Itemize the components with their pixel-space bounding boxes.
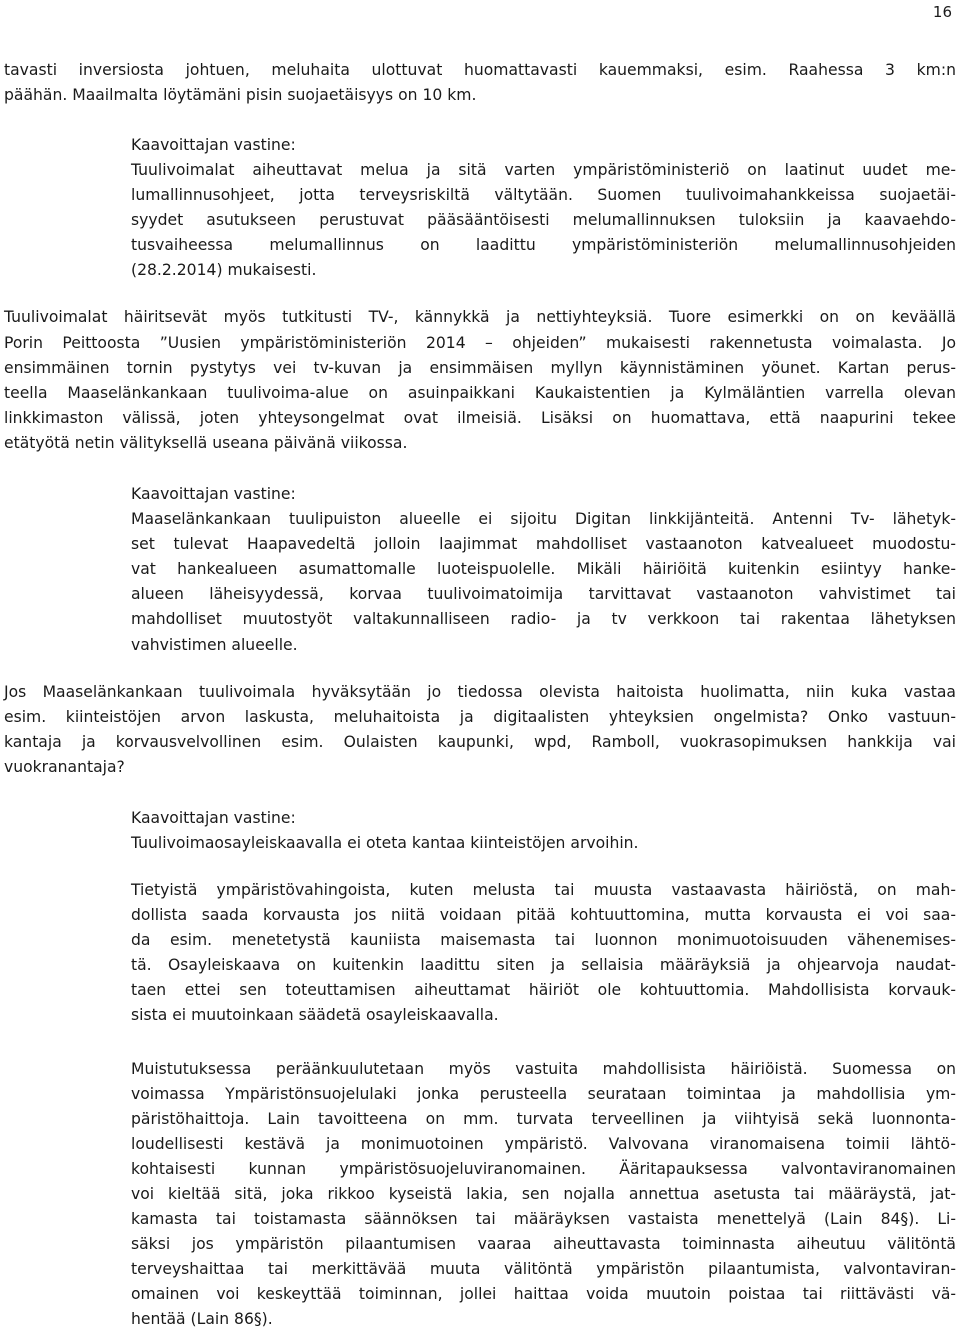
text-line: Tietyistä ympäristövahingoista, kuten melusta tai muusta vastaavasta häiriöstä, on mah- xyxy=(131,881,956,899)
text-line: Porin Peittoosta ”Uusien ympäristöministeriön 2014 – ohjeiden” mukaisesti rakennetusta voimalasta. Jo xyxy=(4,334,956,352)
text-line: Maaselänkankaan tuulipuiston alueelle ei sijoitu Digitan linkkijänteitä. Antenni Tv- lähetyk- xyxy=(131,510,956,528)
text-line: päristöhaittoja. Lain tavoitteena on mm. turvata terveellinen ja viihtyisä sekä luonnonta- xyxy=(131,1110,956,1128)
text-line: ensimmäinen tornin pystytys vei tv-kuvan ja ensimmäisen myllyn käynnistäminen yöunet. Kartan perus- xyxy=(4,359,956,377)
text-line: (28.2.2014) mukaisesti. xyxy=(131,261,317,279)
text-line: esim. kiinteistöjen arvon laskusta, meluhaitoista ja digitaalisten yhteyksien ongelmista? Onko vastuun- xyxy=(4,708,956,726)
text-line: omainen voi keskeyttää toiminnan, jollei haittaa voida muutoin poistaa tai riittävästi vä- xyxy=(131,1285,956,1303)
text-line: Jos Maaselänkankaan tuulivoimala hyväksytään jo tiedossa olevista haitoista huolimatta, niin kuka vastaa xyxy=(4,683,956,701)
text-line: etätyötä netin välityksellä useana päivänä viikossa. xyxy=(4,434,408,452)
text-line: Muistutuksessa peräänkuulutetaan myös vastuita mahdollisista häiriöistä. Suomessa on xyxy=(131,1060,956,1078)
text-line: Tuulivoimalat aiheuttavat melua ja sitä varten ympäristöministeriö on laatinut uudet me- xyxy=(131,161,956,179)
text-line: mahdolliset muutostyöt valtakunnalliseen radio- ja tv verkkoon tai rakentaa lähetyksen xyxy=(131,610,956,628)
text-line: da esim. menetetystä kauniista maisemasta tai luonnon monimuotoisuuden vähenemises- xyxy=(131,931,956,949)
text-line: sista ei muutoinkaan säädetä osayleiskaavalla. xyxy=(131,1006,499,1024)
text-line: vat hankealueen asumattomalle luoteispuolelle. Mikäli häiriöitä kuitenkin esiintyy hanke- xyxy=(131,560,956,578)
text-line: säksi jos ympäristön pilaantumisen vaaraa aiheuttavasta toiminnasta aiheutuu välitöntä xyxy=(131,1235,956,1253)
text-line: taen ettei sen toteuttamisen aiheuttamat häiriöt ole kohtuuttomia. Mahdollisista korvauk- xyxy=(131,981,956,999)
text-line: alueen läheisyydessä, korvaa tuulivoimatoimija tarvittavat vastaanoton vahvistimet tai xyxy=(131,585,956,603)
section-heading: Kaavoittajan vastine: xyxy=(131,136,296,154)
text-line: tavasti inversiosta johtuen, meluhaita ulottuvat huomattavasti kauemmaksi, esim. Raahessa 3 km:n xyxy=(4,61,956,79)
text-line: kohtaisesti kunnan ympäristösuojeluviranomainen. Ääritapauksessa valvontaviranomainen xyxy=(131,1160,956,1178)
text-line: tä. Osayleiskaava on kuitenkin laadittu siten ja sellaisia määräyksiä ja ohjearvoja naudat- xyxy=(131,956,956,974)
text-line: teella Maaselänkankaan tuulivoima-alue on asuinpaikkani Kaukaistentien ja Kylmäläntien varrella olevan xyxy=(4,384,956,402)
text-line: vahvistimen alueelle. xyxy=(131,636,298,654)
text-line: linkkimaston välissä, joten yhteysongelmat ovat ilmeisiä. Lisäksi on huomattava, että naapurini tekee xyxy=(4,409,956,427)
text-line: set tulevat Haapavedeltä jolloin laajimmat mahdolliset vastaanoton katvealueet muodostu- xyxy=(131,535,956,553)
text-line: terveyshaittaa tai merkittävää muuta välitöntä ympäristön pilaantumista, valvontaviran- xyxy=(131,1260,956,1278)
text-line: hentää (Lain 86§). xyxy=(131,1310,273,1328)
text-line: Tuulivoimalat häiritsevät myös tutkitusti TV-, kännykkä ja nettiyhteyksiä. Tuore esimerkki on on keväällä xyxy=(4,308,956,326)
text-line: loudellisesti kestävä ja monimuotoinen ympäristö. Valvovana viranomaisena toimii lähtö- xyxy=(131,1135,956,1153)
text-line: voimassa Ympäristönsuojelulaki jonka perusteella seurataan toimintaa ja mahdollisia ym- xyxy=(131,1085,956,1103)
text-line: päähän. Maailmalta löytämäni pisin suojaetäisyys on 10 km. xyxy=(4,86,477,104)
text-line: vuokranantaja? xyxy=(4,758,125,776)
text-line: kamasta tai toistamasta säännöksen tai määräyksen vastaista menettelyä (Lain 84§). Li- xyxy=(131,1210,956,1228)
text-line: lumallinnusohjeet, jotta terveysriskiltä vältytään. Suomen tuulivoimahankkeissa suojaetäi- xyxy=(131,186,956,204)
text-line: kantaja ja korvausvelvollinen esim. Oulaisten kaupunki, wpd, Ramboll, vuokrasopimuksen hankkija vai xyxy=(4,733,956,751)
text-line: dollista saada korvausta jos niitä voidaan pitää kohtuuttomina, mutta korvausta ei voi saa- xyxy=(131,906,956,924)
text-line: tusvaiheessa melumallinnus on laadittu ympäristöministeriön melumallinnusohjeiden xyxy=(131,236,956,254)
text-line: voi kieltää sitä, joka rikkoo kyseistä lakia, sen nojalla annettua asetusta tai määräystä, jat- xyxy=(131,1185,956,1203)
section-heading: Kaavoittajan vastine: xyxy=(131,809,296,827)
page-number: 16 xyxy=(932,3,952,21)
text-line: Tuulivoimaosayleiskaavalla ei oteta kantaa kiinteistöjen arvoihin. xyxy=(131,834,639,852)
text-line: syydet asutukseen perustuvat pääsääntöisesti melumallinnuksen tuloksiin ja kaavaehdo- xyxy=(131,211,956,229)
section-heading: Kaavoittajan vastine: xyxy=(131,485,296,503)
